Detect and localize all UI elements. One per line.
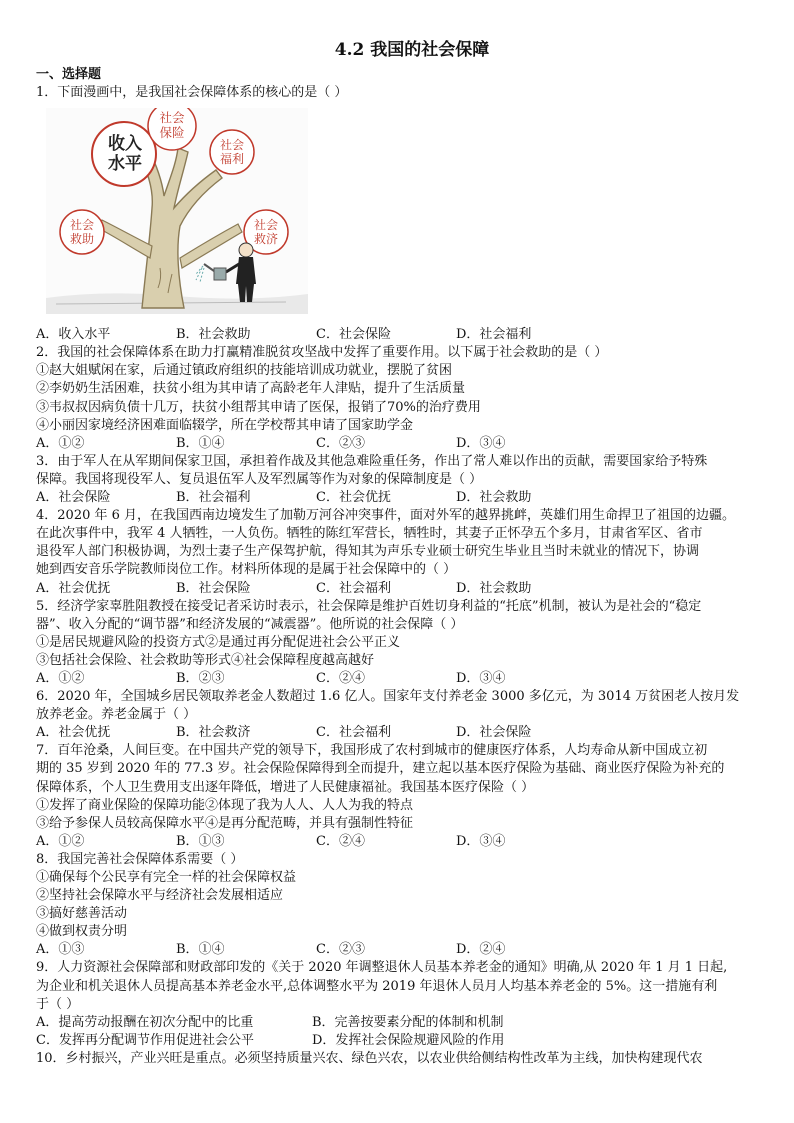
option-b: B．②③	[176, 670, 225, 686]
statement-3: ③韦叔叔因病负债十几万，扶贫小组帮其申请了医保，报销了70%的治疗费用	[36, 399, 481, 415]
question-stem: 7．百年沧桑，人间巨变。在中国共产党的领导下，我国形成了农村到城市的健康医疗体系，人均寿命从新中国成立初	[36, 743, 708, 759]
statement-12: ①是居民规避风险的投资方式②是通过再分配促进社会公平正义	[36, 634, 401, 650]
answer-options	[36, 670, 758, 688]
option-b: B．①④	[176, 435, 225, 451]
option-a: A．社会保险	[36, 490, 111, 506]
label-insurance: 社会保险	[159, 110, 185, 141]
question-stem: 4．2020 年 6 月，在我国西南边境发生了加勒万河谷冲突事件，面对外军的越界挑衅，英雄们用生命捍卫了祖国的边疆。	[36, 508, 736, 524]
question-stem: 9．人力资源社会保障部和财政部印发的《关于 2020 年调整退休人员基本养老金的通知》明确,从 2020 年 1 月 1 日起,	[36, 960, 728, 976]
question-stem: 5．经济学家辜胜阻教授在接受记者采访时表示，社会保障是维护百姓切身利益的“托底”机制，被认为是社会的“稳定	[36, 598, 702, 614]
statement-34: ③给予参保人员较高保障水平④是再分配范畴，并具有强制性特征	[36, 815, 414, 831]
option-a: A．收入水平	[36, 327, 111, 343]
option-c: C．社会福利	[316, 580, 391, 596]
answer-options	[36, 435, 758, 453]
option-a: A．①②	[36, 833, 85, 849]
option-a: A．①②	[36, 670, 85, 686]
question-8	[36, 851, 758, 960]
answer-options	[36, 489, 758, 507]
option-c: C．②③	[316, 942, 365, 958]
label-income: 收入水平	[108, 134, 142, 175]
answer-options	[36, 941, 758, 959]
question-stem-cont: 放养老金。养老金属于（ ）	[36, 707, 197, 723]
option-b: B．①④	[176, 942, 225, 958]
question-stem-cont: 为企业和机关退休人员提高基本养老金水平,总体调整水平为 2019 年退休人员月人均基本养老金的 5%。这一措施有利	[36, 978, 718, 994]
answer-options	[36, 326, 758, 344]
page-title: 4.2 我国的社会保障	[334, 40, 490, 60]
statement-2: ②李奶奶生活困难，扶贫小组为其申请了高龄老年人津贴，提升了生活质量	[36, 381, 466, 397]
question-stem-cont: 期的 35 岁到 2020 年的 77.3 岁。社会保险保障得到全而提升，建立起以基本医疗保险为基础、商业医疗保险为补充的	[36, 761, 725, 777]
option-a: A．①②	[36, 435, 85, 451]
option-b: B．社会救济	[176, 725, 251, 741]
option-d: D．③④	[456, 833, 506, 849]
question-10	[36, 1050, 758, 1068]
statement-12: ①发挥了商业保险的保障功能②体现了我为人人、人人为我的特点	[36, 797, 414, 813]
question-4	[36, 507, 758, 597]
statement-4: ④小丽因家境经济困难面临辍学，所在学校帮其申请了国家助学金	[36, 417, 414, 433]
option-c: C．社会福利	[316, 725, 391, 741]
question-6	[36, 688, 758, 742]
question-stem: 1．下面漫画中，是我国社会保障体系的核心的是（ ）	[36, 85, 348, 101]
option-d: D．②④	[456, 942, 506, 958]
question-stem-cont: 退役军人部门积极协调，为烈士妻子生产保驾护航，得知其为声乐专业硕士研究生毕业且当时未就业的情况下，协调	[36, 544, 700, 560]
option-d: D．③④	[456, 435, 506, 451]
label-assistance: 社会救助	[69, 218, 94, 247]
question-stem: 6．2020 年，全国城乡居民领取养老金人数超过 1.6 亿人。国家年支付养老金 3000 多亿元，为 3014 万贫困老人按月发	[36, 689, 740, 705]
question-stem-cont: 她到西安音乐学院教师岗位工作。材料所体现的是属于社会保障中的（ ）	[36, 562, 457, 578]
question-stem-cont: 器”、收入分配的“调节器”和经济发展的“减震器”。他所说的社会保障（ ）	[36, 616, 464, 632]
section-heading: 一、选择题	[36, 67, 102, 82]
statement-34: ③包括社会保险、社会救助等形式④社会保障程度越高越好	[36, 652, 375, 668]
question-stem-cont: 在此次事件中，我军 4 人牺牲，一人负伤。牺牲的陈红军营长，牺牲时，其妻子正怀孕五个多月，甘肃省军区、省市	[36, 526, 703, 542]
question-stem-cont: 于（ ）	[36, 996, 80, 1012]
statement-1: ①确保每个公民享有完全一样的社会保障权益	[36, 870, 297, 885]
question-3	[36, 453, 758, 507]
option-b: B．①③	[176, 833, 225, 849]
option-c: C．②③	[316, 435, 365, 451]
option-b: B．社会保险	[176, 580, 251, 596]
option-a: A．社会优抚	[36, 725, 111, 741]
statement-3: ③搞好慈善活动	[36, 906, 128, 922]
option-c: C．发挥再分配调节作用促进社会公平	[36, 1032, 254, 1048]
option-a: A．提高劳动报酬在初次分配中的比重	[36, 1014, 254, 1030]
cartoon-figure	[46, 108, 308, 314]
option-b: B．社会福利	[176, 490, 251, 506]
question-stem: 2．我国的社会保障体系在助力打赢精准脱贫攻坚战中发挥了重要作用。以下属于社会救助的是（ ）	[36, 345, 608, 361]
answer-options	[36, 1014, 758, 1032]
statement-2: ②坚持社会保障水平与经济社会发展相适应	[36, 888, 284, 904]
option-d: D．社会救助	[456, 580, 532, 596]
question-5	[36, 598, 758, 688]
question-stem: 10．乡村振兴，产业兴旺是重点。必须坚持质量兴农、绿色兴农，以农业供给侧结构性改革为主线，加快构建现代农	[36, 1050, 703, 1066]
question-1	[36, 84, 758, 344]
label-relief: 社会救济	[253, 218, 278, 247]
option-a: A．社会优抚	[36, 580, 111, 596]
question-stem-cont: 保障。我国将现役军人、复员退伍军人及军烈属等作为对象的保障制度是（ ）	[36, 471, 483, 487]
option-b: B．社会救助	[176, 327, 251, 343]
option-d: D．社会救助	[456, 490, 532, 506]
question-9	[36, 959, 758, 1049]
statement-4: ④做到权责分明	[36, 924, 128, 940]
answer-options	[36, 580, 758, 598]
option-d: D．社会保险	[456, 725, 532, 741]
document-page	[36, 38, 758, 1068]
option-d: D．发挥社会保险规避风险的作用	[312, 1032, 505, 1048]
option-b: B．完善按要素分配的体制和机制	[312, 1014, 504, 1030]
option-c: C．社会保险	[316, 327, 391, 343]
option-c: C．社会优抚	[316, 490, 391, 506]
option-d: D．社会福利	[456, 327, 532, 343]
option-c: C．②④	[316, 833, 365, 849]
option-a: A．①③	[36, 942, 85, 958]
question-stem-cont: 保障体系，个人卫生费用支出逐年降低，增进了人民健康福祉。我国基本医疗保险（ ）	[36, 779, 535, 795]
answer-options	[36, 833, 758, 851]
statement-1: ①赵大姐赋闲在家，后通过镇政府组织的技能培训成功就业，摆脱了贫困	[36, 363, 453, 379]
label-welfare: 社会福利	[219, 138, 244, 167]
question-2	[36, 344, 758, 453]
question-stem: 8．我国完善社会保障体系需要（ ）	[36, 851, 244, 867]
option-d: D．③④	[456, 670, 506, 686]
question-stem: 3．由于军人在从军期间保家卫国，承担着作战及其他急难险重任务，作出了常人难以作出的贡献，需要国家给予特殊	[36, 453, 708, 469]
question-7	[36, 742, 758, 851]
answer-options	[36, 1032, 758, 1050]
option-c: C．②④	[316, 670, 365, 686]
answer-options	[36, 724, 758, 742]
